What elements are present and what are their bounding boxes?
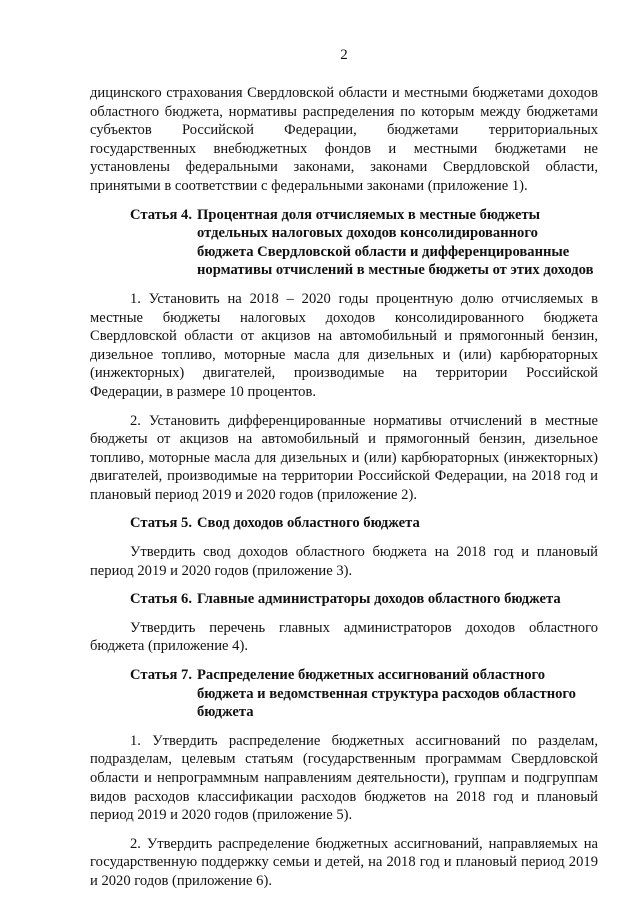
article-6-title: Главные администраторы доходов областного бюджета xyxy=(197,591,561,608)
article-5-paragraph-1: Утвердить свод доходов областного бюджета на 2018 год и плановый период 2019 и 2020 годов (приложение 3). xyxy=(90,544,598,579)
article-5-heading xyxy=(90,514,598,533)
article-6-heading xyxy=(90,590,598,609)
page-number: 2 xyxy=(340,47,348,63)
article-4-heading xyxy=(90,206,598,280)
article-4-paragraph-2: 2. Установить дифференцированные нормативы отчислений в местные бюджеты от акцизов на автомобильный и прямогонный бензин, дизельное топливо, моторные масла для дизельных и (или) карбюраторных (инжекторных) двигателей, производимые на территории Российской Федерации, на 2018 год и плановый период 2019 и 2020 годов (приложение 2). xyxy=(90,412,598,503)
article-7-label: Статья 7. xyxy=(130,667,192,684)
article-7-paragraph-1: 1. Утвердить распределение бюджетных ассигнований по разделам, подразделам, целевым статьям (государственным программам Свердловской области и непрограммным направлениям деятельности), группам и подгруппам видов расходов классификации расходов бюджетов на 2018 год и плановый период 2019 и 2020 годов (приложение 5). xyxy=(90,732,598,824)
article-4-label: Статья 4. xyxy=(130,206,192,223)
article-4-paragraph-1: 1. Установить на 2018 – 2020 годы процентную долю отчисляемых в местные бюджеты налоговых доходов консолидированного бюджета Свердловской области от акцизов на автомобильный и прямогонный бензин, дизельное топливо, моторные масла для дизельных и (или) карбюраторных (инжекторных) двигателей, производимые на территории Российской Федерации, в размере 10 процентов. xyxy=(90,290,598,400)
article-4-title: Процентная доля отчисляемых в местные бюджеты отдельных налоговых доходов консолидированного бюджета Свердловской области и дифференцированные нормативы отчислений в местные бюджеты от этих доходов xyxy=(197,206,594,279)
article-5-label: Статья 5. xyxy=(130,515,192,532)
intro-paragraph: дицинского страхования Свердловской области и местными бюджетами доходов областного бюджета, нормативы распределения по которым между бюджетами субъектов Российской Федерации, бюджетами территориальных государственных внебюджетных фондов и местными бюджетами не установлены федеральными законами, законами Свердловской области, принятыми в соответствии с федеральными законами (приложение 1). xyxy=(90,85,598,194)
article-6-paragraph-1: Утвердить перечень главных администраторов доходов областного бюджета (приложение 4). xyxy=(90,619,598,655)
article-6-label: Статья 6. xyxy=(130,591,192,608)
article-7-paragraph-2: 2. Утвердить распределение бюджетных ассигнований, направляемых на государственную поддержку семьи и детей, на 2018 год и плановый период 2019 и 2020 годов (приложение 6). xyxy=(90,835,598,889)
article-7-heading xyxy=(90,666,598,722)
article-7-title: Распределение бюджетных ассигнований областного бюджета и ведомственная структура расходов областного бюджета xyxy=(197,667,576,721)
article-5-title: Свод доходов областного бюджета xyxy=(197,515,420,532)
